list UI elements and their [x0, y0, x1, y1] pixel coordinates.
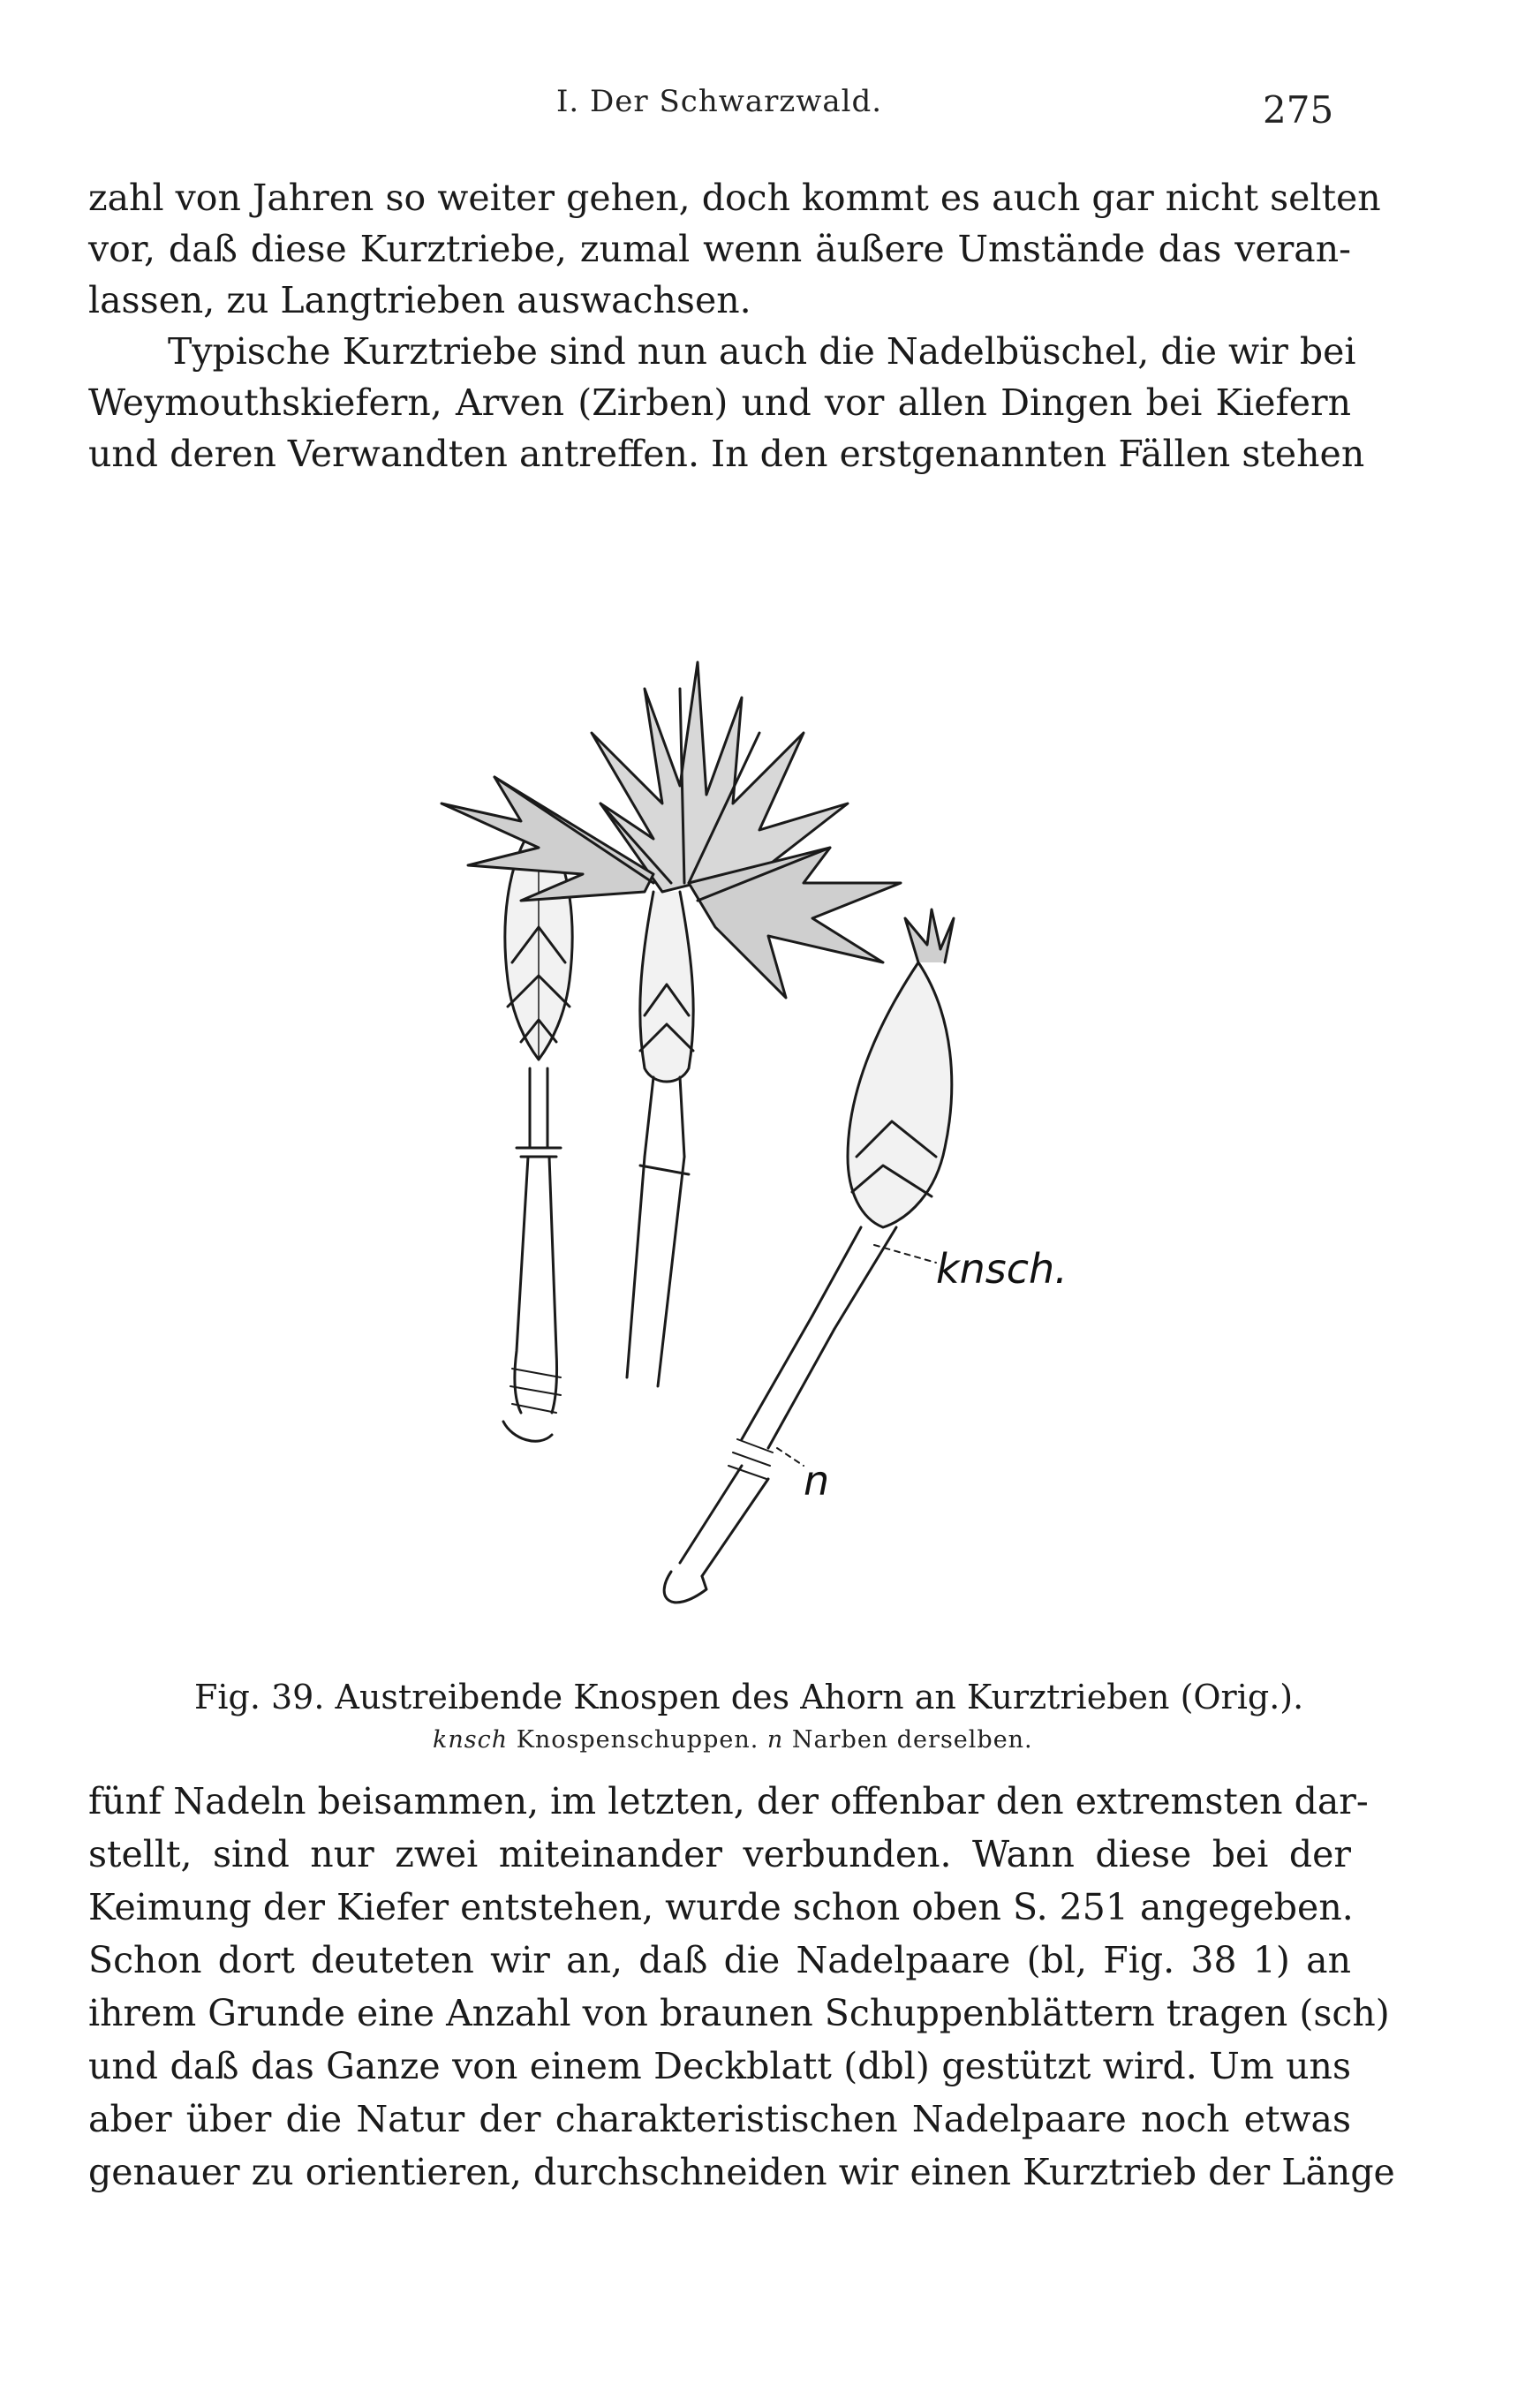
text-line: fünf Nadeln beisammen, im letzten, der offenbar den extremsten dar- [88, 1780, 1369, 1822]
legend-abbr-n: n [766, 1726, 784, 1754]
text-line: und deren Verwandten antreffen. In den erstgenannten Fällen stehen [88, 433, 1365, 475]
text-line: vor, daß diese Kurztriebe, zumal wenn äußere Umstände das veran- [88, 228, 1351, 270]
text-line: aber über die Natur der charakteristischen Nadelpaare noch etwas [88, 2098, 1351, 2140]
text-line: Weymouthskiefern, Arven (Zirben) und vor allen Dingen bei Kiefern [88, 381, 1351, 424]
text-line: Schon dort deuteten wir an, daß die Nadelpaare (bl, Fig. 38 1) an [88, 1939, 1351, 1981]
text-line: lassen, zu Langtrieben auswachsen. [88, 279, 751, 321]
legend-text-n: Narben derselben. [791, 1726, 1033, 1754]
figure-caption: Fig. 39. Austreibende Knospen des Ahorn an Kurztrieben (Orig.). [194, 1678, 1304, 1716]
legend-abbr-knsch: knsch [433, 1726, 509, 1754]
text-line: Typische Kurztriebe sind nun auch die Nadelbüschel, die wir bei [168, 330, 1356, 373]
legend-text-knsch: Knospenschuppen. [516, 1726, 759, 1754]
running-head: I. Der Schwarzwald. [556, 84, 883, 119]
maple-bud-illustration [389, 468, 1148, 1660]
label-n: n [804, 1457, 830, 1505]
label-knsch: knsch. [936, 1245, 1068, 1293]
bottom-text-block [88, 1775, 1395, 2199]
text-line: stellt, sind nur zwei miteinander verbunden. Wann diese bei der [88, 1833, 1351, 1875]
top-text-block [88, 172, 1381, 479]
text-line: zahl von Jahren so weiter gehen, doch kommt es auch gar nicht selten [88, 177, 1381, 219]
illustration-drawing [389, 468, 1148, 1660]
figure-legend [433, 1726, 1139, 1754]
text-line: ihrem Grunde eine Anzahl von braunen Schuppenblättern tragen (sch) [88, 1992, 1390, 2034]
page-number: 275 [1263, 88, 1334, 132]
text-line: und daß das Ganze von einem Deckblatt (dbl) gestützt wird. Um uns [88, 2045, 1351, 2087]
text-line: Keimung der Kiefer entstehen, wurde schon oben S. 251 angegeben. [88, 1886, 1354, 1928]
text-line: genauer zu orientieren, durchschneiden wir einen Kurztrieb der Länge [88, 2151, 1395, 2193]
left-bud [503, 821, 572, 1441]
